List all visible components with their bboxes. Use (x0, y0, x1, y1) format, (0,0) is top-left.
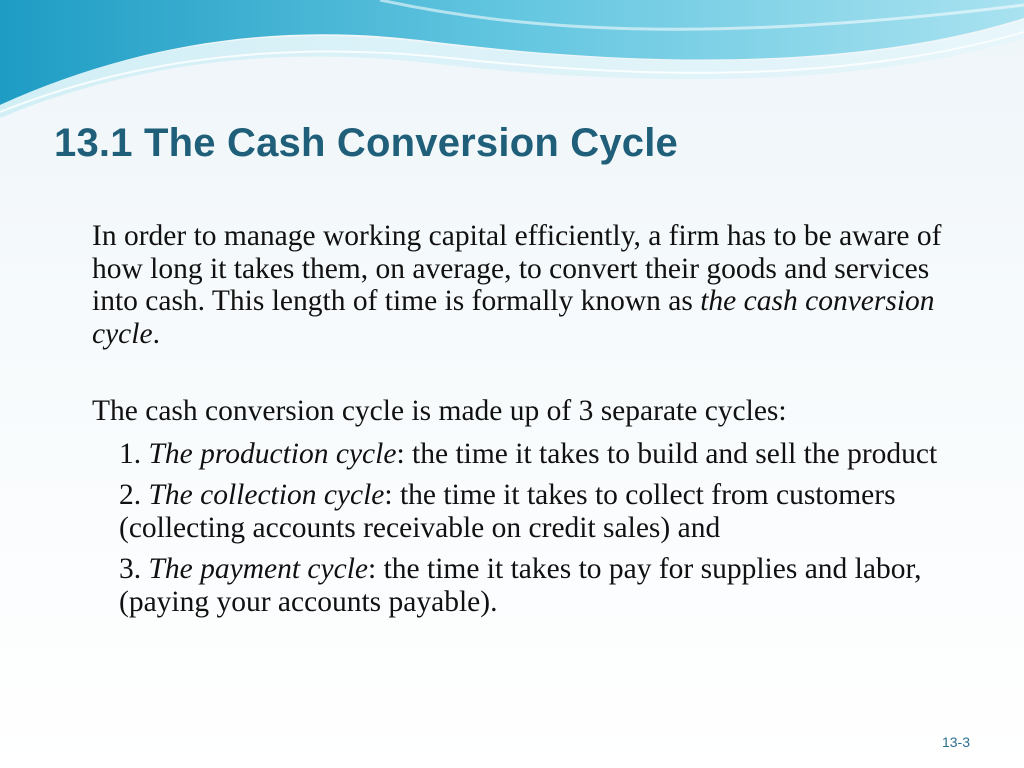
cycle-description: : the time it takes to build and sell the product (396, 437, 938, 470)
cycle-description: : the time it takes to collect from customers (collecting accounts receivable on credit sales) and (119, 479, 896, 544)
intro-text: In order to manage working capital efficiently, a firm has to be aware of how long it takes them, on average, to convert their goods and services into cash. This length of time is formally known as (92, 220, 942, 317)
slide-body (92, 220, 972, 627)
cycle-name: The payment cycle (148, 553, 369, 585)
list-item (119, 553, 972, 618)
cycle-number: 2. (119, 479, 149, 511)
intro-term: the cash conversion cycle (92, 285, 935, 350)
list-item (119, 438, 972, 471)
cycle-number: 3. (119, 553, 149, 585)
slide-number: 13-3 (941, 734, 970, 750)
cycle-name: The collection cycle (148, 479, 385, 511)
cycles-intro: The cash conversion cycle is made up of 3 separate cycles: (92, 395, 787, 427)
cycle-name: The production cycle (148, 437, 397, 470)
intro-end: . (152, 317, 160, 350)
cycles-section (92, 395, 972, 618)
cycles-list (119, 438, 972, 619)
cycle-description: : the time it takes to pay for supplies and labor, (paying your accounts payable). (119, 553, 922, 618)
intro-paragraph (92, 220, 972, 350)
list-item (119, 479, 972, 544)
slide-title: 13.1 The Cash Conversion Cycle (54, 121, 679, 165)
header-wave-decoration (0, 0, 1024, 120)
cycle-number: 1. (119, 437, 149, 470)
